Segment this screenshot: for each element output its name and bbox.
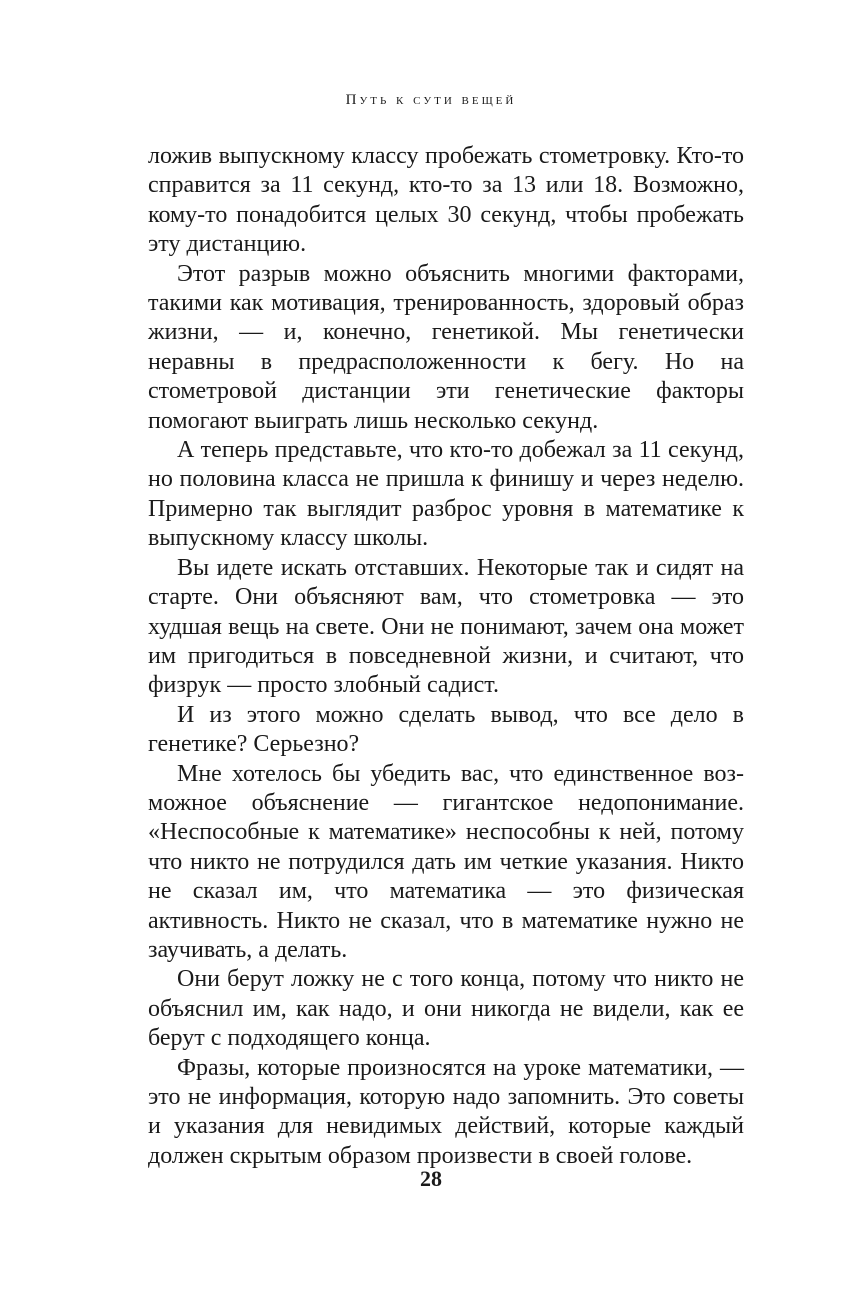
paragraph: Они берут ложку не с того конца, потому что никто не объяснил им, как надо, и они никогда не видели, как ее берут с подходящего конца. [148,966,744,1052]
body-text [148,142,744,1171]
paragraph: Вы идете искать отставших. Некоторые так и сидят на старте. Они объясняют вам, что стометровка — это худшая вещь на свете. Они не понимают, зачем она может им пригодиться в повседневной жизни, и считают, что физрук — просто злобный садист. [148,554,744,699]
paragraph: А теперь представьте, что кто-то добежал за 11 секунд, но половина класса не пришла к финишу и через неделю. Примерно так выглядит разброс уровня в математике к выпускному классу школы. [148,437,744,552]
paragraph: И из этого можно сделать вывод, что все дело в генетике? Серьезно? [148,701,744,758]
page-number: 28 [420,1166,442,1191]
paragraph: Этот разрыв можно объяснить многими факторами, такими как мотивация, тренированность, здоровый образ жизни, — и, конечно, генетикой. Мы генетически неравны в предрасположенности к бегу. Но на стометровой дистанции эти генетические факторы помогают выиграть лишь несколько секунд. [148,260,744,434]
paragraph: Мне хотелось бы убедить вас, что единственное возможное объяснение — гигантское недопонимание. «Неспособные к математике» неспособны к ней, потому что никто не потрудился дать им четкие указания. Никто не сказал им, что математика — это физическая активность. Никто не сказал, что в математике нужно не заучивать, а делать. [148,760,744,963]
paragraph-continued: ложив выпускному классу пробежать стометровку. Кто-то справится за 11 секунд, кто-то за 13 или 18. Возможно, кому-то понадобится целых 30 секунд, чтобы пробежать эту дистанцию. [148,143,744,258]
running-head: Путь к сути вещей [345,92,517,108]
paragraph: Фразы, которые произносятся на уроке математики, — это не информация, которую надо запомнить. Это советы и указания для невидимых действий, которые каждый должен скрытым образом произвести в своей голове. [148,1054,744,1169]
